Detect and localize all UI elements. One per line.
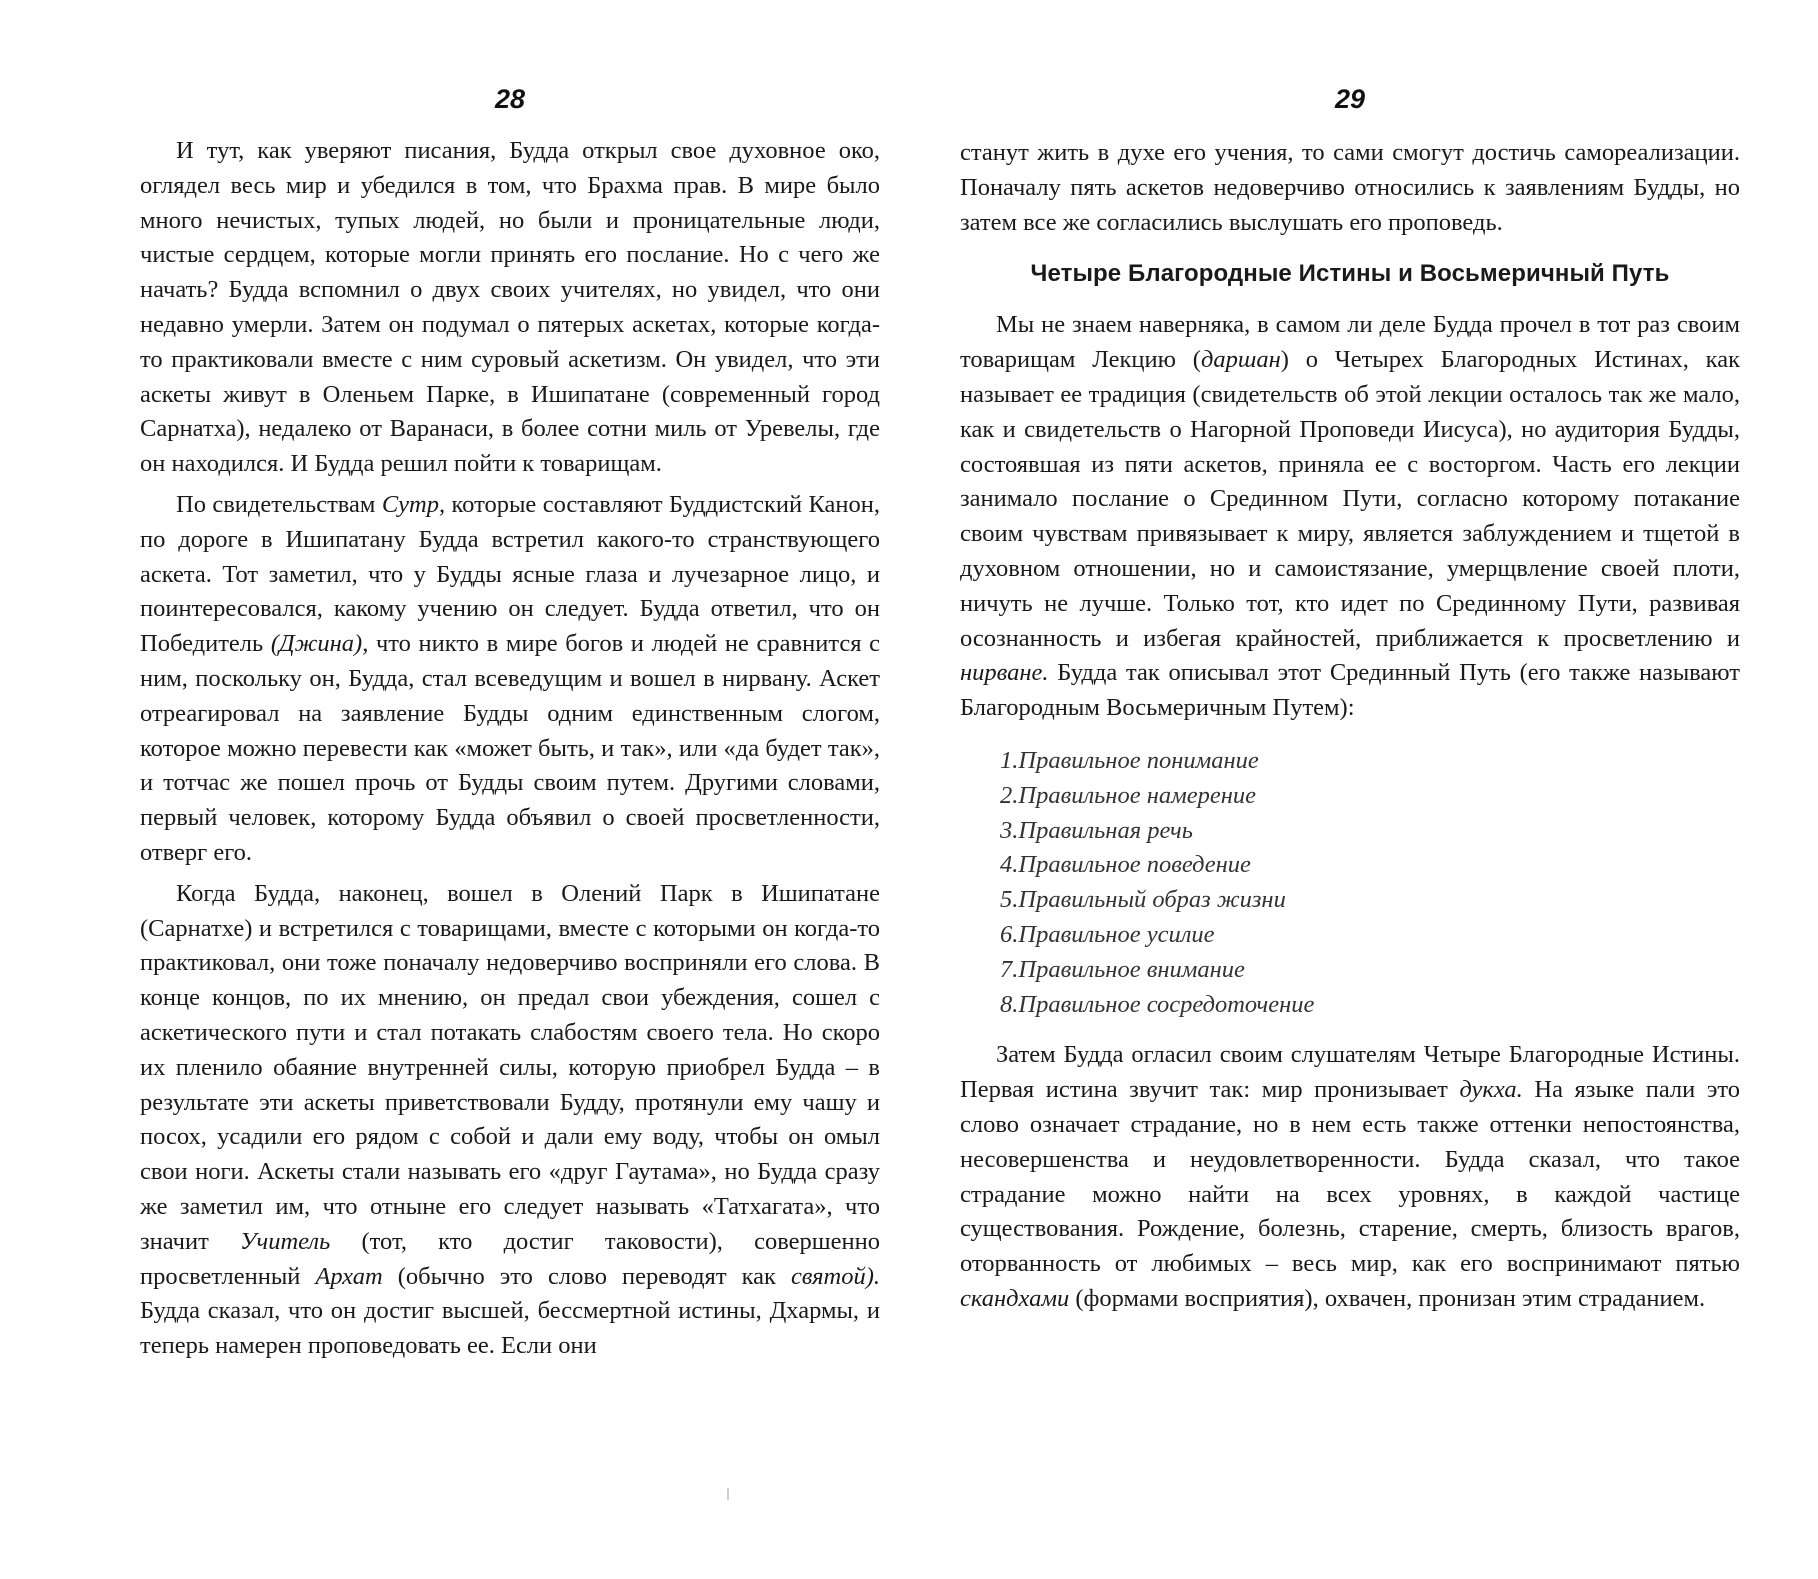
text-run: которые составляют Буддистский Канон, по дороге в Ишипатану Будда встретил какого-то странствующего аскета. Тот заметил, что у Будды ясные глаза и лучезарное лицо, и поинтересовался, какому учению он следует. Будда ответил, что он Победитель xyxy=(140,490,880,658)
emphasis: дукха. xyxy=(1459,1076,1523,1104)
page-number-left: 28 xyxy=(494,84,526,114)
paragraph xyxy=(140,877,880,1364)
paragraph: И тут, как уверяют писания, Будда открыл свое духовное око, оглядел весь мир и убедился в том, что Брахма прав. В мире было много нечистых, тупых людей, но были и проницательные люди, чистые сердцем, которые могли принять его послание. Но с чего же начать? Будда вспомнил о двух своих учителях, но увидел, что они недавно умерли. Затем он подумал о пятерых аскетах, которые когда-то практиковали вместе с ним суровый аскетизм. Он увидел, что эти аскеты живут в Оленьем Парке, в Ишипатане (современный город Сарнатха), недалеко от Варанаси, в более сотни миль от Уревелы, где он находился. И Будда решил пойти к товарищам. xyxy=(140,137,880,478)
text-run: Будда сказал, что он достиг высшей, бессмертной истины, Дхармы, и теперь намерен проповедовать ее. Если они xyxy=(140,1297,880,1360)
emphasis: Учитель xyxy=(240,1227,331,1255)
paragraph xyxy=(140,488,880,871)
text-run: Мы не знаем наверняка, в самом ли деле Будда прочел в тот раз своим товарищам Лекцию ( xyxy=(960,311,1740,374)
emphasis: даршан xyxy=(1200,346,1281,374)
list-item: 6.Правильное усилие xyxy=(1000,920,1215,948)
list-item: 5.Правильный образ жизни xyxy=(1000,886,1286,914)
text-run: На языке пали это слово означает страдание, но в нем есть также оттенки непостоянства, несовершенства и неудовлетворенности. Будда сказал, что такое страдание можно найти на всех уровнях, в каждой частице существования. Рождение, болезнь, старение, смерть, близость врагов, оторванность от любимых – весь мир, как его воспринимают пятью xyxy=(960,1076,1740,1278)
emphasis: святой). xyxy=(790,1262,880,1290)
emphasis: нирване. xyxy=(960,659,1049,687)
gutter-mark xyxy=(727,1488,729,1500)
section-heading: Четыре Благородные Истины и Восьмеричный Путь xyxy=(1030,260,1670,288)
page-number-right: 29 xyxy=(1334,84,1366,114)
list-item: 8.Правильное сосредоточение xyxy=(1000,990,1315,1018)
text-run: ) о Четырех Благородных Истинах, как называет ее традиция (свидетельств об этой лекции осталось так же мало, как и свидетельств о Нагорной Проповеди Иисуса), но аудитория Будды, состоявшая из пяти аскетов, приняла ее с восторгом. Часть его лекции занимало послание о Срединном Пути, согласно которому потакание своим чувствам привязывает к миру, является заблуждением и тщетой в духовном отношении, но и самоистязание, умерщвление своей плоти, ничуть не лучше. Только тот, кто идет по Срединному Пути, развивая осознанность и избегая крайностей, приближается к просветлению и xyxy=(960,346,1740,652)
paragraph: станут жить в духе его учения, то сами смогут достичь самореализации. Поначалу пять аскетов недоверчиво относились к заявлениям Будды, но затем все же согласились выслушать его проповедь. xyxy=(960,139,1740,236)
eightfold-path-list xyxy=(1000,744,1740,1022)
emphasis: Архат xyxy=(315,1262,383,1290)
text-run: По свидетельствам xyxy=(176,490,382,518)
paragraph xyxy=(960,1038,1740,1316)
list-item: 4.Правильное поведение xyxy=(1000,851,1251,879)
text-run: Будда так описывал этот Срединный Путь (его также называют Благородным Восьмеричным Путем): xyxy=(960,659,1740,722)
emphasis: (Джина), xyxy=(270,630,369,658)
left-page-text xyxy=(140,134,880,1370)
text-run: (тот, кто достиг таковости), совершенно просветленный xyxy=(140,1227,880,1290)
text-run: (формами восприятия), охвачен, пронизан этим страданием. xyxy=(1069,1284,1706,1312)
text-run: что никто в мире богов и людей не сравнится с ним, поскольку он, Будда, стал всеведущим и вошел в нирвану. Аскет отреагировал на заявление Будды одним единственным слогом, которое можно перевести как «может быть, и так», или «да будет так», и тотчас же пошел прочь от Будды своим путем. Другими словами, первый человек, которому Будда объявил о своей просветленности, отверг его. xyxy=(140,630,880,866)
list-item: 1.Правильное понимание xyxy=(1000,746,1259,774)
text-run: Затем Будда огласил своим слушателям Четыре Благородные Истины. Первая истина звучит так: мир пронизывает xyxy=(960,1041,1740,1104)
text-run: Когда Будда, наконец, вошел в Олений Парк в Ишипатане (Сарнатхе) и встретился с товарищами, вместе с которыми он когда-то практиковал, они тоже поначалу недоверчиво восприняли его слова. В конце концов, по их мнению, он предал свои убеждения, сошел с аскетического пути и стал потакать слабостям своего тела. Но скоро их пленило обаяние внутренней силы, которую приобрел Будда – в результате эти аскеты приветствовали Будду, протянули ему чашу и посох, усадили его рядом с собой и дали ему воду, чтобы он омыл свои ноги. Аскеты стали называть его «друг Гаутама», но Будда сразу же заметил им, что отныне его следует называть «Татхагата», что значит xyxy=(140,879,880,1255)
emphasis: скандхами xyxy=(960,1284,1070,1312)
list-item: 2.Правильное намерение xyxy=(1000,781,1257,809)
text-run: (обычно это слово переводят как xyxy=(382,1262,791,1290)
list-item: 3.Правильная речь xyxy=(1000,816,1193,844)
paragraph xyxy=(960,308,1740,726)
emphasis: Сутр, xyxy=(381,490,446,518)
list-item: 7.Правильное внимание xyxy=(1000,955,1245,983)
right-page-text xyxy=(960,136,1740,1323)
